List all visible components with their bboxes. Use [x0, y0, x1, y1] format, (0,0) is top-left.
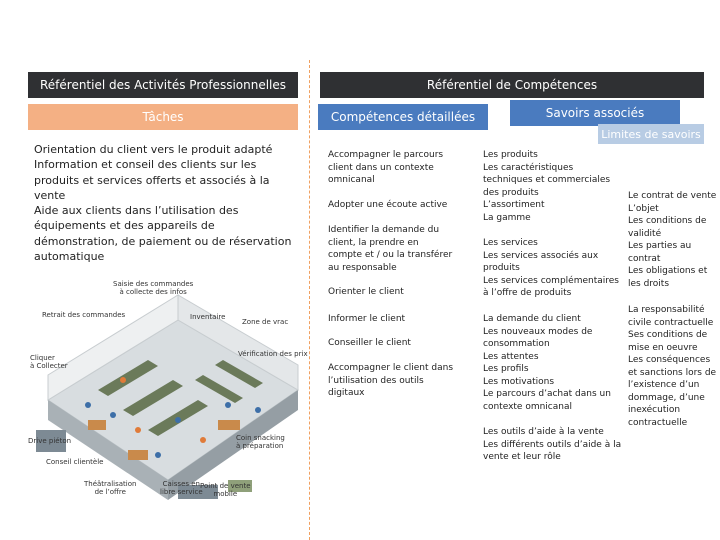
store-illustration	[28, 280, 308, 520]
label-caisses: Caisses en libre service	[160, 480, 203, 496]
savoir-item: Les outils d’aide à la vente Les différents outils d’aide à la vente et leur rôle	[483, 427, 622, 462]
competence-item: Orienter le client	[328, 287, 404, 297]
label-theatral: Théâtralisation de l’offre	[84, 480, 137, 496]
competence-item: Identifier la demande du client, la prendre en compte et / ou la transférer au responsable	[328, 225, 453, 273]
label-zone-vrac: Zone de vrac	[242, 318, 289, 326]
label-saisie: Saisie des commandes à collecte des infos	[113, 280, 194, 296]
competence-item: Conseiller le client	[328, 338, 411, 348]
limite-item: La responsabilité civile contractuelle Ses conditions de mise en oeuvre Les conséquences et sanctions lors de l’existence d’un dommage, d’une inexécution contractuelle	[628, 305, 717, 428]
label-drive: Drive piéton	[28, 437, 72, 445]
competence-item: Adopter une écoute active	[328, 200, 448, 210]
savoir-item: Les services Les services associés aux produits Les services complémentaires à l’offre de produits	[483, 238, 619, 298]
limite-item: Le contrat de vente L’objet Les conditions de validité Les parties au contrat Les obligations et les droits	[628, 191, 717, 289]
taches-text: Orientation du client vers le produit adapté Information et conseil des clients sur les produits et services offerts et associés à la vente Aide aux clients dans l’utilisation des équipements et des appareils de démonstration, de paiement ou de réservation automatique	[34, 143, 292, 264]
label-coin: Coin snacking à préparation	[236, 434, 285, 450]
label-inventaire: Inventaire	[190, 313, 226, 321]
rap-header: Référentiel des Activités Professionnelles	[28, 72, 298, 98]
competence-item: Informer le client	[328, 314, 406, 324]
label-retrait: Retrait des commandes	[42, 311, 126, 319]
competences-header: Compétences détaillées	[318, 104, 488, 130]
label-cliquer: Cliquer à Collecter	[30, 354, 68, 370]
limites-header: Limites de savoirs	[598, 124, 704, 144]
column-divider	[309, 60, 310, 540]
savoir-item: Les produits Les caractéristiques techniques et commerciales des produits L’assortiment La gamme	[483, 150, 611, 223]
label-verification: Vérification des prix	[238, 350, 308, 358]
competence-item: Accompagner le client dans l’utilisation des outils digitaux	[328, 363, 454, 398]
label-point-vente: Point de vente mobile	[200, 482, 251, 498]
taches-header: Tâches	[28, 104, 298, 130]
label-conseil: Conseil clientèle	[46, 458, 104, 466]
competence-item: Accompagner le parcours client dans un contexte omnicanal	[328, 150, 444, 185]
savoir-item: La demande du client Les nouveaux modes de consommation Les attentes Les profils Les motivations Le parcours d’achat dans un contexte omnicanal	[483, 314, 611, 412]
savoirs-header: Savoirs associés	[510, 100, 680, 126]
rc-header: Référentiel de Compétences	[320, 72, 704, 98]
